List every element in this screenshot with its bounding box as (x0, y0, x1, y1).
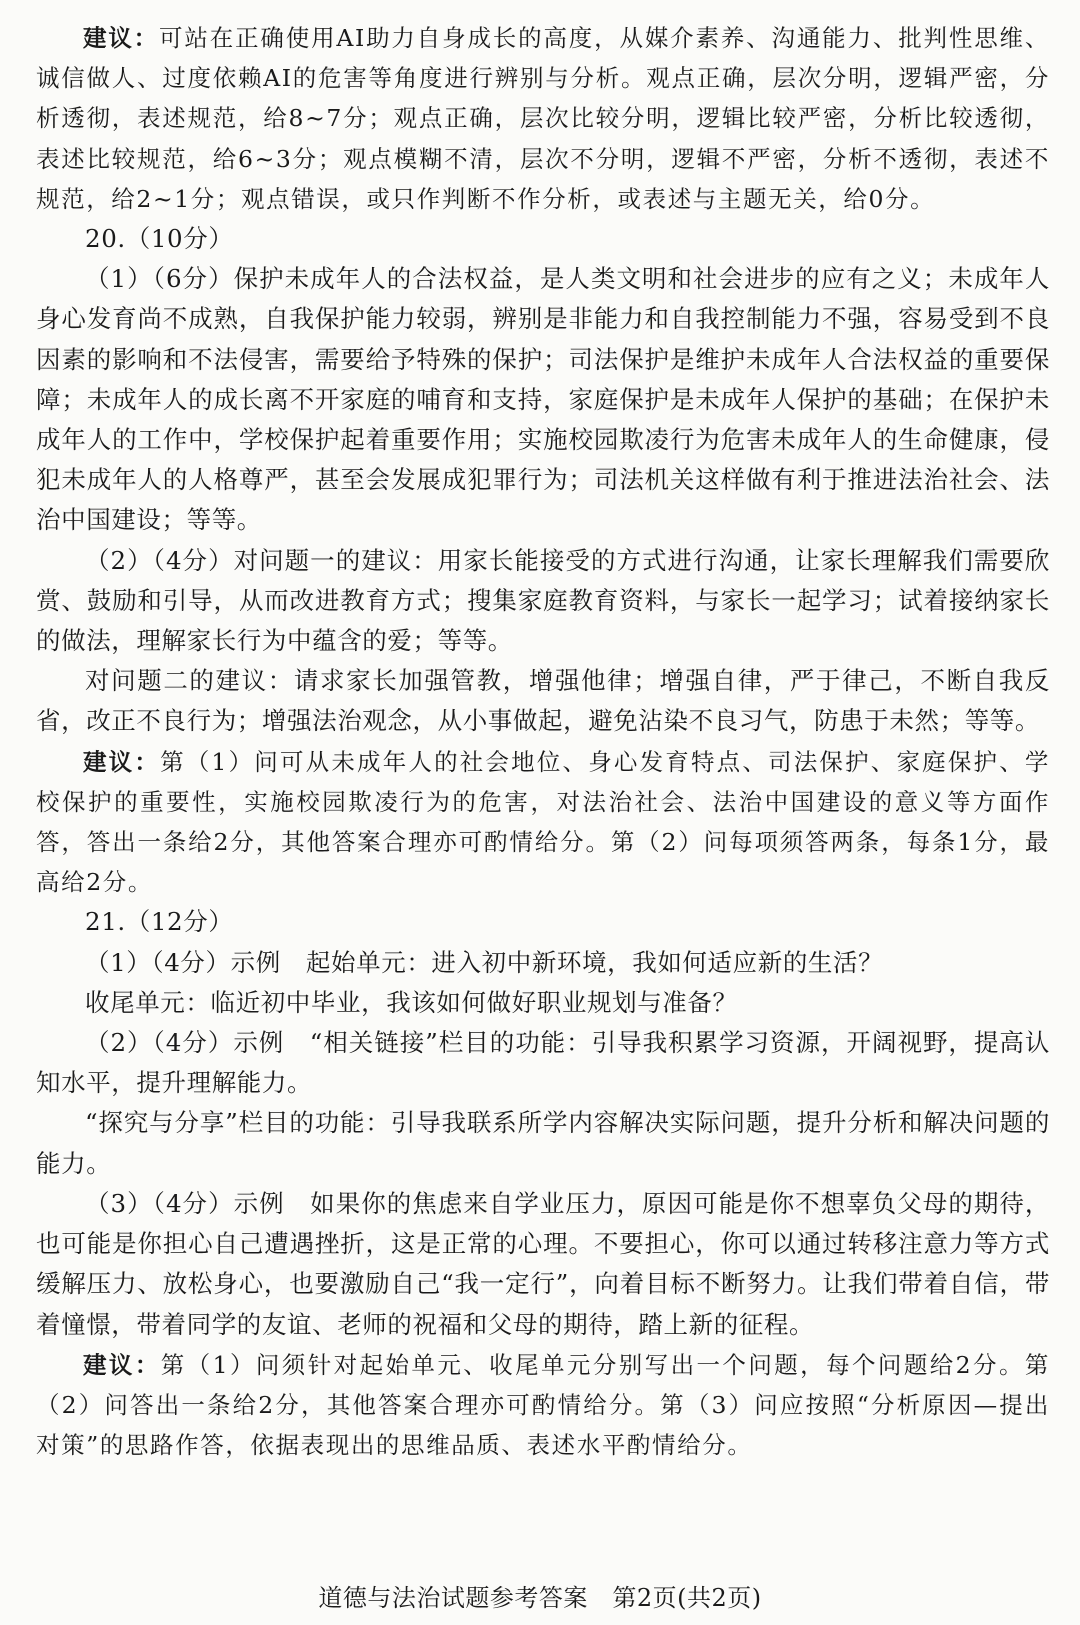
question-21-heading: 21.（12分） (85, 907, 234, 937)
note-label: 建议： (83, 1350, 161, 1379)
note-text: 第（1）问可从未成年人的社会地位、身心发育特点、司法保护、家庭保护、学校保护的重要性，实施校园欺凌行为的危害，对法治社会、法治中国建设的意义等方面作答，答出一条给2分，其他答案合理亦可酌情给分。第（2）问每项须答两条，每条1分，最高给2分。 (36, 747, 1050, 897)
page-footer: 道德与法治试题参考答案 第2页(共2页) (318, 1584, 762, 1612)
scoring-note-20 (36, 742, 1050, 903)
q20-part2-answer-issue1: （2）（4分）对问题一的建议：用家长能接受的方式进行沟通，让家长理解我们需要欣赏、鼓励和引导，从而改进教育方式；搜集家庭教育资料，与家长一起学习；试着接纳家长的做法，理解家长行为中蕴含的爱；等等。 (36, 545, 1050, 656)
q21-part1-end-unit: 收尾单元：临近初中毕业，我该如何做好职业规划与准备？ (85, 987, 738, 1017)
note-label: 建议： (83, 24, 160, 52)
q21-part2-related-links: （2）（4分）示例 “相关链接”栏目的功能：引导我积累学习资源，开阔视野，提高认知水平，提升理解能力。 (36, 1028, 1050, 1098)
note-text: 第（1）问须针对起始单元、收尾单元分别写出一个问题，每个问题给2分。第（2）问答出一条给2分，其他答案合理亦可酌情给分。第（3）问应按照“分析原因—提出对策”的思路作答，依据表现出的思维品质、表述水平酌情给分。 (36, 1350, 1050, 1460)
note-label: 建议： (83, 747, 161, 776)
q21-part2-explore-share: “探究与分享”栏目的功能：引导我联系所学内容解决实际问题，提升分析和解决问题的能力。 (36, 1108, 1050, 1178)
q21-part3-example: （3）（4分）示例 如果你的焦虑来自学业压力，原因可能是你不想辜负父母的期待，也可能是你担心自己遭遇挫折，这是正常的心理。不要担心，你可以通过转移注意力等方式缓解压力、放松身心，也要激励自己“我一定行”，向着目标不断努力。让我们带着自信，带着憧憬，带着同学的友谊、老师的祝福和父母的期待，踏上新的征程。 (36, 1188, 1050, 1339)
q20-part2-answer-issue2: 对问题二的建议：请求家长加强管教，增强他律；增强自律，严于律己，不断自我反省，改正不良行为；增强法治观念，从小事做起，避免沾染不良习气，防患于未然；等等。 (36, 666, 1050, 736)
scoring-note-19 (36, 18, 1050, 219)
q21-part1-start-unit: （1）（4分）示例 起始单元：进入初中新环境，我如何适应新的生活？ (85, 947, 884, 977)
q20-part1-answer: （1）（6分）保护未成年人的合法权益，是人类文明和社会进步的应有之义；未成年人身心发育尚不成熟，自我保护能力较弱，辨别是非能力和自我控制能力不强，容易受到不良因素的影响和不法侵害，需要给予特殊的保护；司法保护是维护未成年人合法权益的重要保障；未成年人的成长离不开家庭的哺育和支持，家庭保护是未成年人保护的基础；在保护未成年人的工作中，学校保护起着重要作用；实施校园欺凌行为危害未成年人的生命健康，侵犯未成年人的人格尊严，甚至会发展成犯罪行为；司法机关这样做有利于推进法治社会、法治中国建设；等等。 (36, 264, 1050, 535)
question-20-heading: 20.（10分） (85, 224, 234, 254)
scoring-note-21 (36, 1345, 1050, 1466)
note-text: 可站在正确使用AI助力自身成长的高度，从媒介素养、沟通能力、批判性思维、诚信做人、过度依赖AI的危害等角度进行辨别与分析。观点正确，层次分明，逻辑严密，分析透彻，表述规范，给8~7分；观点正确，层次比较分明，逻辑比较严密，分析比较透彻，表述比较规范，给6~3分；观点模糊不清，层次不分明，逻辑不严密，分析不透彻，表述不规范，给2~1分；观点错误，或只作判断不作分析，或表述与主题无关，给0分。 (36, 24, 1050, 213)
